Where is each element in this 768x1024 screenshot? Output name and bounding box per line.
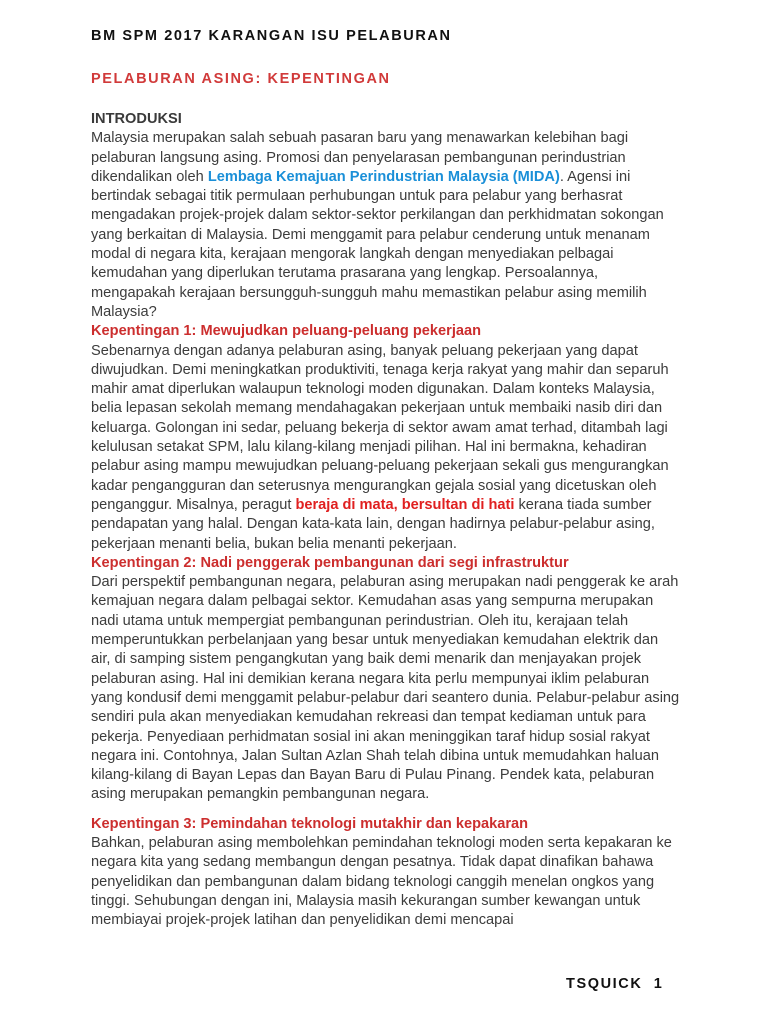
footer-brand: TSQUICK — [566, 976, 643, 992]
intro-heading: INTRODUKSI — [91, 111, 182, 127]
mida-link[interactable]: Lembaga Kemajuan Perindustrian Malaysia (MIDA) — [207, 168, 560, 185]
page-footer — [566, 976, 663, 992]
intro-paragraph — [91, 129, 681, 322]
kepentingan-2-paragraph: Dari perspektif pembangunan negara, pelaburan asing merupakan nadi penggerak ke arah kemajuan negara dalam pelbagai sektor. Kemudahan asas yang sempurna merupakan nadi utama untuk mempergiat pembangunan perindustrian. Oleh itu, kerajaan telah memperuntukkan perbelanjaan yang besar untuk menyediakan kemudahan elektrik dan air, di samping sistem pengangkutan yang baik demi menarik dan menjayakan projek pelaburan asing. Hal ini demikian kerana negara kita perlu mempunyai iklim pelaburan yang kondusif demi menggamit pelabur-pelabur dari seantero dunia. Pelabur-pelabur asing sendiri pula akan menyediakan kemudahan rekreasi dan tempat kediaman untuk para pekerja. Penyediaan perhidmatan sosial ini akan meninggikan taraf hidup sosial rakyat negara ini. Contohnya, Jalan Sultan Azlan Shah telah dibina untuk memudahkan haluan kilang-kilang di Bayan Lepas dan Bayan Baru di Pulau Pinang. Pendek kata, pelaburan asing merupakan pemangkin pembangunan negara. — [91, 574, 680, 803]
k1-text-b: kerana tiada sumber pendapatan yang halal. Dengan kata-kata lain, dengan hadirnya pelabur-pelabur asing, pekerjaan menanti belia, bukan belia menanti pekerjaan. — [91, 496, 655, 552]
page-number: 1 — [653, 976, 664, 992]
intro-text-a: Malaysia merupakan salah sebuah pasaran baru yang menawarkan kelebihan bagi pelaburan langsung asing. Promosi dan penyelarasan pembangunan perindustrian dikendalikan oleh — [91, 130, 629, 185]
k1-highlight-phrase: beraja di mata, bersultan di hati — [295, 496, 515, 513]
k1-text-a: Sebenarnya dengan adanya pelaburan asing, banyak peluang pekerjaan yang dapat diwujudkan. Demi meningkatkan produktiviti, tenaga kerja rakyat yang mahir dan separuh mahir amat diperlukan walaupun teknologi moden digunakan. Dalam konteks Malaysia, belia lepasan sekolah memang mendahagakan pekerjaan untuk membaiki nasib diri dan keluarga. Golongan ini sedar, peluang bekerja di sektor awam amat terhad, ditambah lagi kelulusan setakat SPM, lalu kilang-kilang menjadi pilihan. Hal ini bermakna, kehadiran pelabur asing mampu mewujudkan peluang-peluang pekerjaan sekali gus mengurangkan kadar pengangguran dan seterusnya mengurangkan gejala sosial yang dicetuskan oleh penganggur. Misalnya, peragut — [91, 342, 669, 513]
kepentingan-1-paragraph — [91, 342, 681, 554]
kepentingan-3-paragraph: Bahkan, pelaburan asing membolehkan pemindahan teknologi moden serta kepakaran ke negara kita yang sedang membangun dengan pesatnya. Tidak dapat dinafikan bahawa penyelidikan dan pembangunan dalam bidang teknologi canggih menelan ongkos yang tinggi. Sehubungan dengan ini, Malaysia masih kekurangan sumber kewangan untuk membiayai projek-projek latihan dan penyelidikan demi mencapai — [91, 834, 672, 929]
kepentingan-3-heading: Kepentingan 3: Pemindahan teknologi mutakhir dan kepakaran — [91, 815, 529, 832]
intro-text-b: . Agensi ini bertindak sebagai titik permulaan perhubungan untuk para pelabur yang berhasrat mengadakan projek-projek dalam sektor-sektor perkilangan dan perkhidmatan sokongan yang berkaitan di Malaysia. Demi menggamit para pelabur cenderung untuk menanam modal di negara kita, kerajaan mengorak langkah dengan menyediakan pelbagai kemudahan yang diperlukan terutama prasarana yang lengkap. Persoalannya, mengapakah kerajaan bersungguh-sungguh mahu memastikan pelabur asing memilih Malaysia? — [91, 168, 664, 320]
document-title: BM SPM 2017 KARANGAN ISU PELABURAN — [91, 28, 452, 44]
essay-body — [91, 110, 681, 930]
kepentingan-1-heading: Kepentingan 1: Mewujudkan peluang-peluang pekerjaan — [91, 323, 482, 340]
section-title: PELABURAN ASING: KEPENTINGAN — [91, 71, 391, 87]
kepentingan-2-heading: Kepentingan 2: Nadi penggerak pembangunan dari segi infrastruktur — [91, 554, 569, 571]
